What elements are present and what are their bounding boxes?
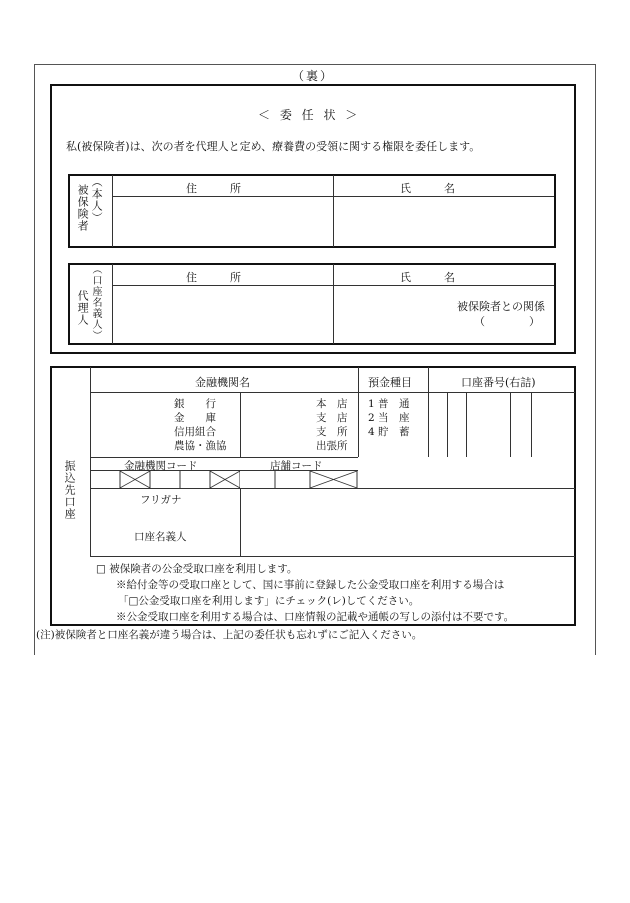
institution-header: 金融機関名	[195, 376, 250, 389]
furigana-label: フリガナ	[140, 494, 182, 506]
institution-code-label: 金融機関コード	[124, 460, 198, 472]
institution-type-credit-union[interactable]: 信用組合	[174, 426, 216, 438]
insured-row-label: 被保険者	[76, 184, 90, 232]
agent-name-header: 氏 名	[400, 271, 455, 284]
deposit-type-ordinary[interactable]: 1 普 通	[368, 398, 410, 410]
insured-address-header: 住 所	[186, 182, 241, 195]
branch-type-office[interactable]: 出張所	[316, 440, 348, 452]
deposit-type-savings[interactable]: 4 貯 蓄	[368, 426, 410, 438]
holder-name-field[interactable]	[241, 489, 574, 555]
institution-type-bank[interactable]: 銀 行	[174, 398, 216, 410]
holder-label: 口座名義人	[134, 531, 187, 543]
proxy-statement: 私(被保険者)は、次の者を代理人と定め、療養費の受領に関する権限を委任します。	[66, 140, 481, 153]
relation-parens: （ ）	[474, 315, 540, 328]
insured-name-field[interactable]	[334, 197, 554, 246]
public-account-checkbox[interactable]: □ 被保険者の公金受取口座を利用します。	[96, 563, 298, 575]
insured-name-header: 氏 名	[400, 182, 455, 195]
footer-note: (注)被保険者と口座名義が違う場合は、上記の委任状も忘れずにご記入ください。	[36, 629, 423, 641]
note-line-3: ※公金受取口座を利用する場合は、口座情報の記載や通帳の写しの添付は不要です。	[116, 611, 515, 623]
deposit-type-current[interactable]: 2 当 座	[368, 412, 410, 424]
insured-row-sublabel: （本人）	[90, 176, 104, 224]
agent-name-field[interactable]	[334, 286, 454, 343]
institution-type-agri[interactable]: 農協・漁協	[174, 440, 227, 452]
agent-address-field[interactable]	[113, 286, 332, 343]
agent-row-sublabel: （口座名義人）	[90, 264, 101, 341]
agent-row-label: 代理人	[76, 290, 90, 326]
relation-label: 被保険者との関係	[457, 300, 545, 313]
account-number-field[interactable]	[429, 393, 574, 456]
agent-address-header: 住 所	[186, 271, 241, 284]
insured-address-field[interactable]	[113, 197, 332, 246]
side-label: （裏）	[292, 69, 335, 83]
account-number-header: 口座番号(右詰)	[461, 376, 536, 389]
note-line-2: 「□公金受取口座を利用します」にチェック(レ)してください。	[118, 595, 420, 607]
branch-type-branch[interactable]: 支 店	[316, 412, 348, 424]
account-section-label: 振込先口座	[63, 460, 77, 520]
branch-type-head[interactable]: 本 店	[316, 398, 348, 410]
branch-code-field[interactable]	[240, 471, 358, 488]
institution-type-shinkin[interactable]: 金 庫	[174, 412, 216, 424]
institution-code-field[interactable]	[90, 471, 240, 488]
proxy-form-title: ＜ 委 任 状 ＞	[258, 108, 361, 122]
branch-code-label: 店舗コード	[270, 460, 323, 472]
deposit-type-header: 預金種目	[368, 376, 412, 389]
branch-type-sub[interactable]: 支 所	[316, 426, 348, 438]
note-line-1: ※給付金等の受取口座として、国に事前に登録した公金受取口座を利用する場合は	[116, 579, 505, 591]
